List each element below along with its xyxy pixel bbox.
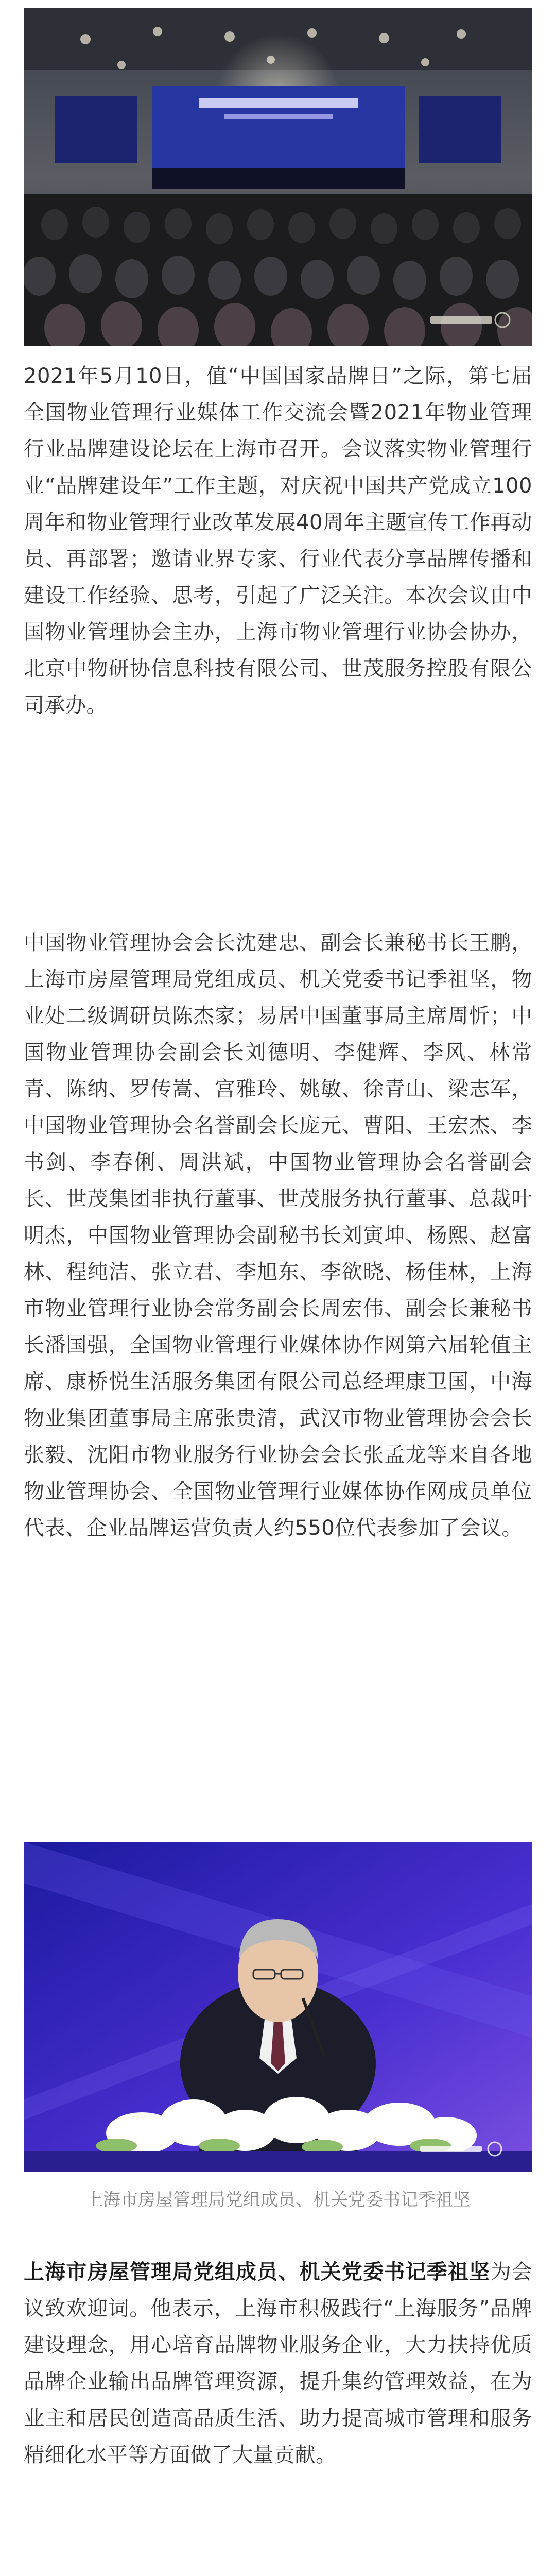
attendees-paragraph: 中国物业管理协会会长沈建忠、副会长兼秘书长王鹏，上海市房屋管理局党组成员、机关党委书记季祖坚，物业处二级调研员陈杰家；易居中国董事局主席周忻；中国物业管理协会副会长刘德明、李健辉、李风、林常青、陈纳、罗传嵩、宫雅玲、姚敏、徐青山、梁志军，中国物业管理协会名誉副会长庞元、曹阳、王宏杰、李书剑、李春俐、周洪斌，中国物业管理协会名誉副会长、世茂集团非执行董事、世茂服务执行董事、总裁叶明杰，中国物业管理协会副秘书长刘寅坤、杨熙、赵富林、程纯洁、张立君、李旭东、李欲晓、杨佳林，上海市物业管理行业协会常务副会长周宏伟、副会长兼秘书长潘国强，全国物业管理行业媒体协作网第六届轮值主席、康桥悦生活服务集团有限公司总经理康卫国，中海物业集团董事局主席张贵清，武汉市物业管理协会会长张毅、沈阳市物业服务行业协会会长张孟龙等来自各地物业管理协会、全国物业管理行业媒体协作网成员单位代表、企业品牌运营负责人约550位代表参加了会议。 bbox=[24, 931, 532, 1540]
photo-caption-ji-zujian: 上海市房屋管理局党组成员、机关党委书记季祖坚 bbox=[85, 2190, 471, 2210]
speech-lead-name: 上海市房屋管理局党组成员、机关党委书记季祖坚 bbox=[24, 2260, 491, 2284]
speaker-ji-image bbox=[24, 1842, 532, 2172]
speech-paragraph bbox=[24, 2254, 532, 2473]
intro-paragraph: 2021年5月10日，值“中国国家品牌日”之际，第七届全国物业管理行业媒体工作交流会暨2021年物业管理行业品牌建设论坛在上海市召开。会议落实物业管理行业“品牌建设年”工作主题，对庆祝中国共产党成立100周年和物业管理行业改革发展40周年主题宣传工作再动员、再部署；邀请业界专家、行业代表分享品牌传播和建设工作经验、思考，引起了广泛关注。本次会议由中国物业管理协会主办，上海市物业管理行业协会协办，北京中物研协信息科技有限公司、世茂服务控股有限公司承办。 bbox=[24, 364, 532, 717]
speaker-photo-ji-zujian bbox=[24, 1842, 532, 2172]
speech-body-text: 为会议致欢迎词。他表示，上海市积极践行“上海服务”品牌建设理念，用心培育品牌物业服务企业，大力扶持优质品牌企业输出品牌管理资源，提升集约管理效益，在为业主和居民创造高品质生活、助力提高城市管理和服务精细化水平等方面做了大量贡献。 bbox=[24, 2260, 533, 2467]
conference-hall-image bbox=[24, 8, 532, 346]
conference-hall-photo bbox=[24, 8, 532, 346]
